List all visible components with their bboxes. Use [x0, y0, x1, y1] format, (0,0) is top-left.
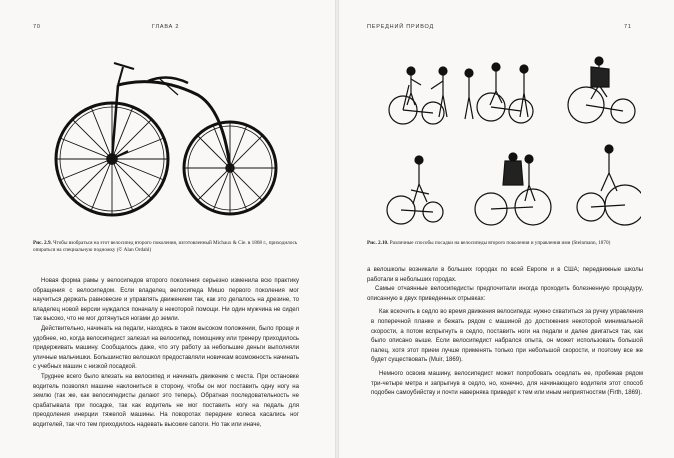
paragraph: Самые отчаянные велосипедисты предпочитали иногда проходить болезненную процедуру, описанную в двух приведенных отрывках:	[367, 286, 643, 302]
page-number-right: 71	[624, 24, 632, 30]
paragraph: а велошколы возникали в больших городах по всей Европе и в США; передвижные школы работали в небольших городах.	[367, 267, 643, 283]
paragraph: Новая форма рамы у велосипедов второго поколения серьезно изменила всю практику обращения с велосипедом. Если владелец велосипеда Мишо первого поколения мог научиться держать равновесие и управлять движением так, как это делалось на дрезине, то владелец новой версии нуждался поначалу в некоторой помощи. Ни один мужчина не сидел так высоко, что не мог дотянуться ногами до земли.	[33, 278, 299, 323]
figure-text-left: Чтобы взобраться на этот велосипед второго поколения, изготовленный Michaux & Cie. в 1868 г., приходилось опираться на специальную подножку (© Alan Ordahl)	[33, 240, 298, 254]
body-text-left	[33, 277, 299, 431]
quote: Как вскочить в седло во время движения велосипеда: нужно схватиться за ручку управления в поперечной планке и бежать рядом с машиной до достижения некоторой минимальной скорости, а потом вспрыгнуть в седло, поставить ноги на педали и далее двигаться так, как было описано выше. Если велосипедист набрался опыта, он может использовать большой палец, хотя этот прием лучше применять только при небольшой скорости, и поэтому все же будет существовать (Muir, 1869).	[371, 309, 643, 364]
running-head-left: ГЛАВА 2	[152, 24, 180, 30]
body-text-right	[367, 266, 643, 399]
quote: Немного освоив машину, велосипедист может попробовать оседлать ее, пробежав рядом три-четыре метра и запрыгнув в седло, но, конечно, для начинающего водителя этот способ подобен самоубийству и почти наверняка приведет к тем или иным неприятностям (Firth, 1869).	[371, 370, 643, 397]
engraving-3	[568, 57, 635, 123]
engraving-4	[387, 156, 443, 224]
engraving-2	[477, 63, 533, 123]
figure-label-right: Рис. 2.10.	[367, 240, 389, 246]
engraving-5	[475, 153, 551, 225]
page-number-left: 70	[33, 24, 41, 30]
right-page	[339, 0, 674, 458]
figure-text-right: Различные способы посадки на велосипеды второго поколения и управления ими (Steinmann, 1870)	[389, 240, 611, 246]
engraving-6	[577, 145, 641, 225]
left-page	[0, 0, 335, 458]
paragraph: Труднее всего было влезать на велосипед и начинать движение с места. При остановке водитель позволял машине наклониться в сторону, чтобы он мог поставить одну ногу на землю (так же, как велосипедисты делают это теперь). Обратная последовательность не срабатывала при посадке, так как водитель не мог поставить ногу на педаль для преодоления инерции тяжелой машины. На поворотах передние колеса касались ног водителей, так что тем приходилось надевать высокие сапоги. Но так или иначе,	[33, 373, 299, 428]
figure-caption-right	[367, 240, 637, 247]
velocipede-illustration	[48, 55, 288, 225]
paragraph: Действительно, начинать на педали, находясь в таком высоком положении, было проще и удобнее, но, когда велосипедист залезал на велосипед, помощнику или тренеру приходилось придерживать машину. Сообщалось даже, что эту работу за небольшие деньги выполняли уличные мальчишки. Большинство велошкол предоставляли новичкам возможность начинать с учебных машин с низкой посадкой.	[33, 325, 299, 371]
figure-caption-left	[33, 240, 298, 255]
running-head-right: ПЕРЕДНИЙ ПРИВОД	[367, 24, 435, 30]
engraving-1	[389, 67, 473, 124]
figure-label-left: Рис. 2.9.	[33, 240, 52, 246]
riders-engravings	[381, 55, 641, 235]
